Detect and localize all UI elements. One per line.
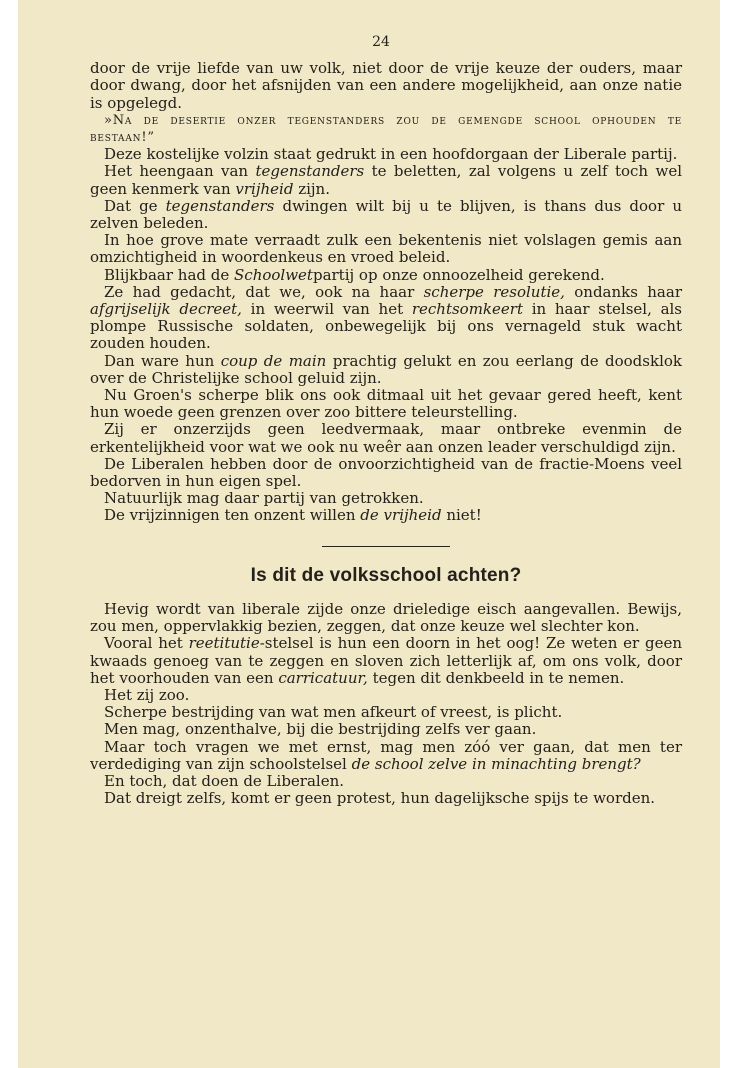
paragraph: De Liberalen hebben door de onvoorzichtigheid van de fractie-Moens veel bedorven in hun eigen spel. — [90, 454, 682, 491]
paragraph: De vrijzinnigen ten onzent willen de vrijheid niet! — [104, 506, 482, 525]
emphasis: scherpe resolutie, — [423, 282, 565, 301]
paragraph: Men mag, onzenthalve, bij die bestrijding zelfs ver gaan. — [104, 720, 537, 739]
section-divider — [322, 546, 450, 547]
paragraph: Deze kostelijke volzin staat gedrukt in een hoofdorgaan der Liberale partij. — [104, 145, 678, 164]
paragraph: Het zij zoo. — [104, 685, 190, 704]
paragraph: Maar toch vragen we met ernst, mag men zóó ver gaan, dat men ter verdediging van zijn schoolstelsel de school zelve in minachting brengt? — [90, 737, 682, 773]
emphasis: de vrijheid — [360, 506, 442, 525]
paragraph: Hevig wordt van liberale zijde onze drieledige eisch aangevallen. Bewijs, zou men, oppervlakkig bezien, zeggen, dat onze keuze wel slechter kon. — [90, 599, 682, 636]
emphasis: de school zelve in minachting brengt? — [351, 754, 641, 773]
page-number: 24 — [372, 34, 390, 50]
emphasis: carricatuur, — [278, 668, 368, 687]
paragraph: Natuurlijk mag daar partij van getrokken. — [104, 489, 424, 508]
paragraph: In hoe grove mate verraadt zulk een bekentenis niet volslagen gemis aan omzichtigheid in woordenkeus en vroed beleid. — [90, 231, 682, 267]
paragraph: Dat dreigt zelfs, komt er geen protest, hun dagelijksche spijs te worden. — [104, 789, 656, 808]
paragraph: door de vrije liefde van uw volk, niet door de vrije keuze der ouders, maar door dwang, door het afsnijden van een andere mogelijkheid, aan onze natie is opgelegd. — [90, 59, 682, 112]
emphasis: rechtsomkeert — [411, 300, 523, 319]
emphasis: afgrijselijk decreet, — [90, 300, 242, 319]
emphasis: Schoolwet — [234, 265, 313, 284]
book-page — [18, 0, 720, 1068]
paragraph: Nu Groen's scherpe blik ons ook ditmaal uit het gevaar gered heeft, kent hun woede geen grenzen over zoo bittere teleurstelling. — [90, 386, 682, 422]
paragraph: Zij er onzerzijds geen leedvermaak, maar ontbreke evenmin de erkentelijkheid voor wat we ook nu weêr aan onzen leader verschuldigd zijn. — [90, 420, 682, 456]
paragraph: Dat ge tegenstanders dwingen wilt bij u te blijven, is thans dus door u zelven beleden. — [90, 196, 683, 233]
paragraph: Ze had gedacht, dat we, ook na haar scherpe resolutie, ondanks haar afgrijselijk decreet, in weerwil van het rechtsomkeert in haar stelsel, als plompe Russische soldaten, onbewegelijk bij ons vernageld stuk wacht zouden houden. — [90, 282, 683, 353]
section-heading: Is dit de volksschool achten? — [250, 564, 522, 586]
paragraph: Het heengaan van tegenstanders te beletten, zal volgens u zelf toch wel geen kenmerk van vrijheid zijn. — [90, 162, 683, 198]
quoted-sentence: »Na de desertie onzer tegenstanders zou de gemengde school ophouden te bestaan!” — [90, 112, 682, 146]
paragraph: Scherpe bestrijding van wat men afkeurt of vreest, is plicht. — [104, 703, 563, 722]
emphasis: tegenstanders — [255, 162, 365, 181]
page-text — [90, 34, 682, 807]
emphasis: coup de main — [220, 351, 327, 370]
paragraph: Vooral het reetitutie-stelsel is hun een doorn in het oog! Ze weten er geen kwaads genoeg van te zeggen en sloven zich letterlijk af, om ons volk, door het voorhouden van een carricatuur, tegen dit denkbeeld in te nemen. — [90, 634, 682, 687]
paragraph: Dan ware hun coup de main prachtig gelukt en zou eerlang de doodsklok over de Christelijke school geluid zijn. — [90, 351, 682, 387]
emphasis: tegenstanders — [165, 196, 275, 215]
emphasis: vrijheid — [235, 179, 294, 198]
paragraph: En toch, dat doen de Liberalen. — [104, 771, 345, 790]
emphasis: reetitutie — [188, 634, 260, 653]
paragraph: Blijkbaar had de Schoolwetpartij op onze onnoozelheid gerekend. — [104, 265, 605, 284]
